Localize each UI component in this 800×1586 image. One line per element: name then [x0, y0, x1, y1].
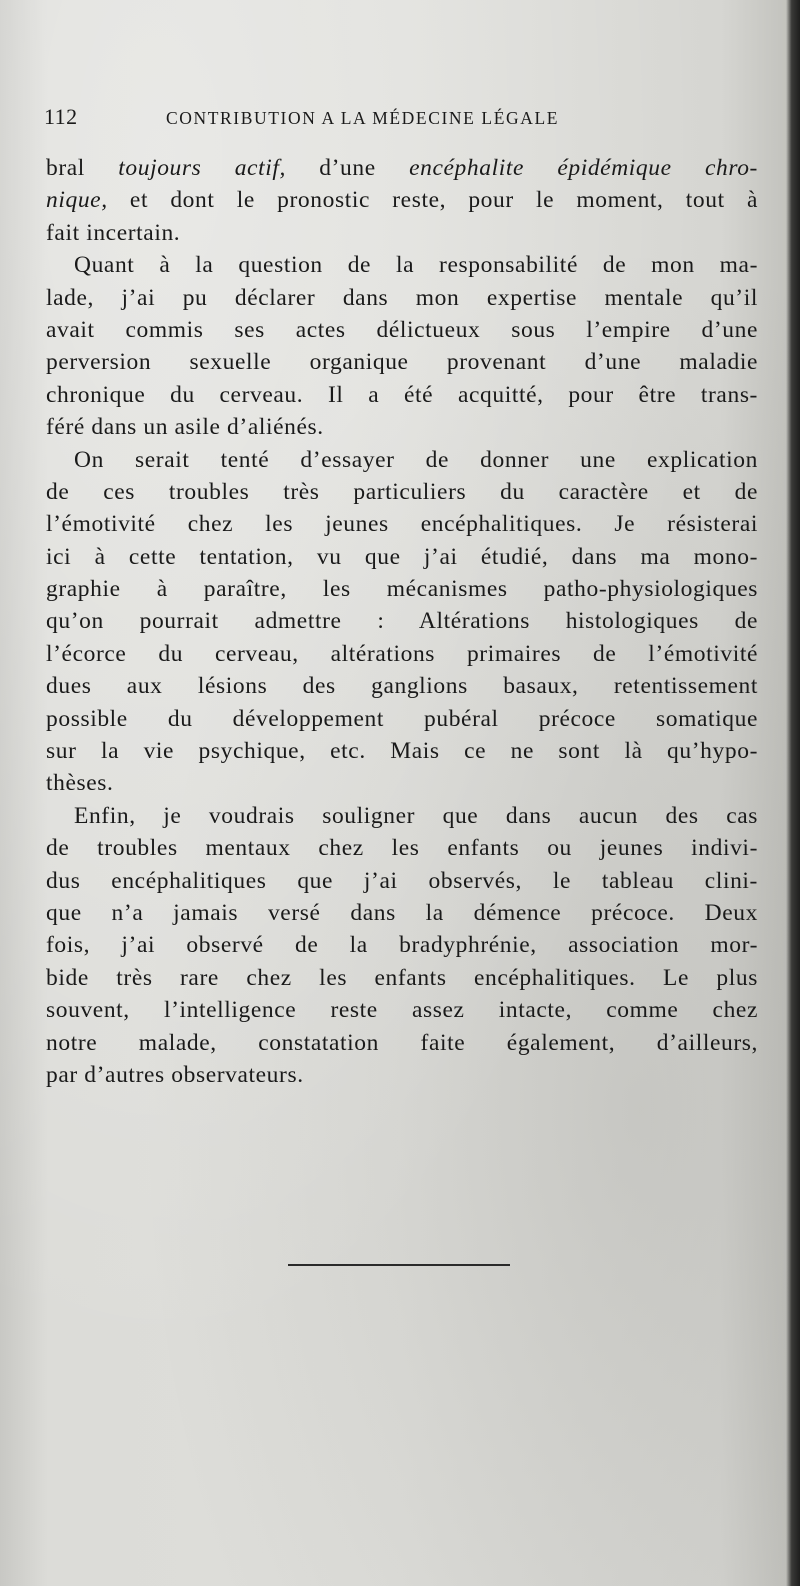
text-line	[46, 379, 758, 411]
text-run: sur la vie psychique, etc. Mais ce ne sont là qu’hypo-	[46, 738, 758, 765]
text-line	[46, 411, 758, 443]
text-line	[46, 282, 758, 314]
text-line	[46, 929, 758, 961]
text-line	[46, 994, 758, 1026]
text-line	[46, 767, 758, 799]
text-run: bral	[46, 155, 119, 181]
italic-text: encéphalite épidémique chro-	[409, 155, 758, 181]
text-line	[46, 346, 758, 378]
text-line	[46, 638, 758, 670]
italic-text: toujours actif,	[118, 155, 286, 181]
text-line	[46, 605, 758, 637]
text-run: de ces troubles très particuliers du caractère et de	[46, 478, 758, 505]
text-run: qu’on pourrait admettre : Altérations histologiques de	[46, 608, 758, 635]
text-line	[46, 249, 758, 281]
text-line	[46, 217, 758, 249]
text-run: On serait tenté d’essayer de donner une explication	[74, 446, 758, 473]
text-run: que n’a jamais versé dans la démence précoce. Deux	[46, 899, 758, 926]
text-line	[46, 832, 758, 864]
text-run: Enfin, je voudrais souligner que dans aucun des cas	[74, 802, 758, 829]
body-text	[46, 152, 758, 1091]
text-run: possible du développement pubéral précoce somatique	[46, 705, 758, 732]
text-run: thèses.	[46, 770, 114, 797]
text-run: l’émotivité chez les jeunes encéphalitiques. Je résisterai	[46, 511, 758, 538]
text-line	[46, 508, 758, 540]
running-head: CONTRIBUTION A LA MÉDECINE LÉGALE	[166, 108, 560, 128]
text-run: de troubles mentaux chez les enfants ou jeunes indivi-	[46, 835, 758, 862]
text-run: bide très rare chez les enfants encéphalitiques. Le plus	[46, 964, 758, 991]
page-edge-shadow	[786, 0, 800, 1586]
text-line	[46, 703, 758, 735]
page-number: 112	[44, 104, 78, 129]
text-line	[46, 314, 758, 346]
italic-text: nique,	[46, 187, 108, 214]
page-header	[44, 100, 684, 140]
text-run: avait commis ses actes délictueux sous l’empire d’une	[46, 316, 758, 343]
text-run: Quant à la question de la responsabilité de mon ma-	[74, 252, 758, 279]
text-run: graphie à paraître, les mécanismes patho-physiologiques	[46, 576, 758, 603]
text-run: et dont le pronostic reste, pour le moment, tout à	[107, 187, 758, 214]
text-run: fait incertain.	[46, 219, 181, 246]
text-line	[46, 800, 758, 832]
text-line	[46, 897, 758, 929]
text-run: l’écorce du cerveau, altérations primaires de l’émotivité	[46, 640, 758, 667]
text-run: perversion sexuelle organique provenant d’une maladie	[46, 349, 758, 376]
text-line	[46, 865, 758, 897]
text-run: lade, j’ai pu déclarer dans mon expertise mentale qu’il	[46, 284, 758, 311]
text-line	[46, 152, 758, 184]
text-run: dues aux lésions des ganglions basaux, retentissement	[46, 673, 758, 700]
text-run: fois, j’ai observé de la bradyphrénie, association mor-	[46, 932, 758, 959]
text-line	[46, 184, 758, 216]
text-run: féré dans un asile d’aliénés.	[46, 414, 324, 441]
text-run: d’une	[285, 155, 410, 181]
text-line	[46, 1059, 758, 1091]
text-run: par d’autres observateurs.	[46, 1061, 304, 1088]
text-line	[46, 670, 758, 702]
text-run: ici à cette tentation, vu que j’ai étudié, dans ma mono-	[46, 543, 758, 570]
text-run: chronique du cerveau. Il a été acquitté, pour être trans-	[46, 381, 758, 408]
text-line	[46, 444, 758, 476]
text-run: dus encéphalitiques que j’ai observés, le tableau clini-	[46, 867, 758, 894]
text-line	[46, 1027, 758, 1059]
text-run: souvent, l’intelligence reste assez intacte, comme chez	[46, 997, 758, 1024]
text-line	[46, 962, 758, 994]
end-rule	[288, 1264, 510, 1266]
text-line	[46, 476, 758, 508]
text-line	[46, 541, 758, 573]
text-line	[46, 735, 758, 767]
text-run: notre malade, constatation faite également, d’ailleurs,	[46, 1029, 758, 1056]
text-line	[46, 573, 758, 605]
